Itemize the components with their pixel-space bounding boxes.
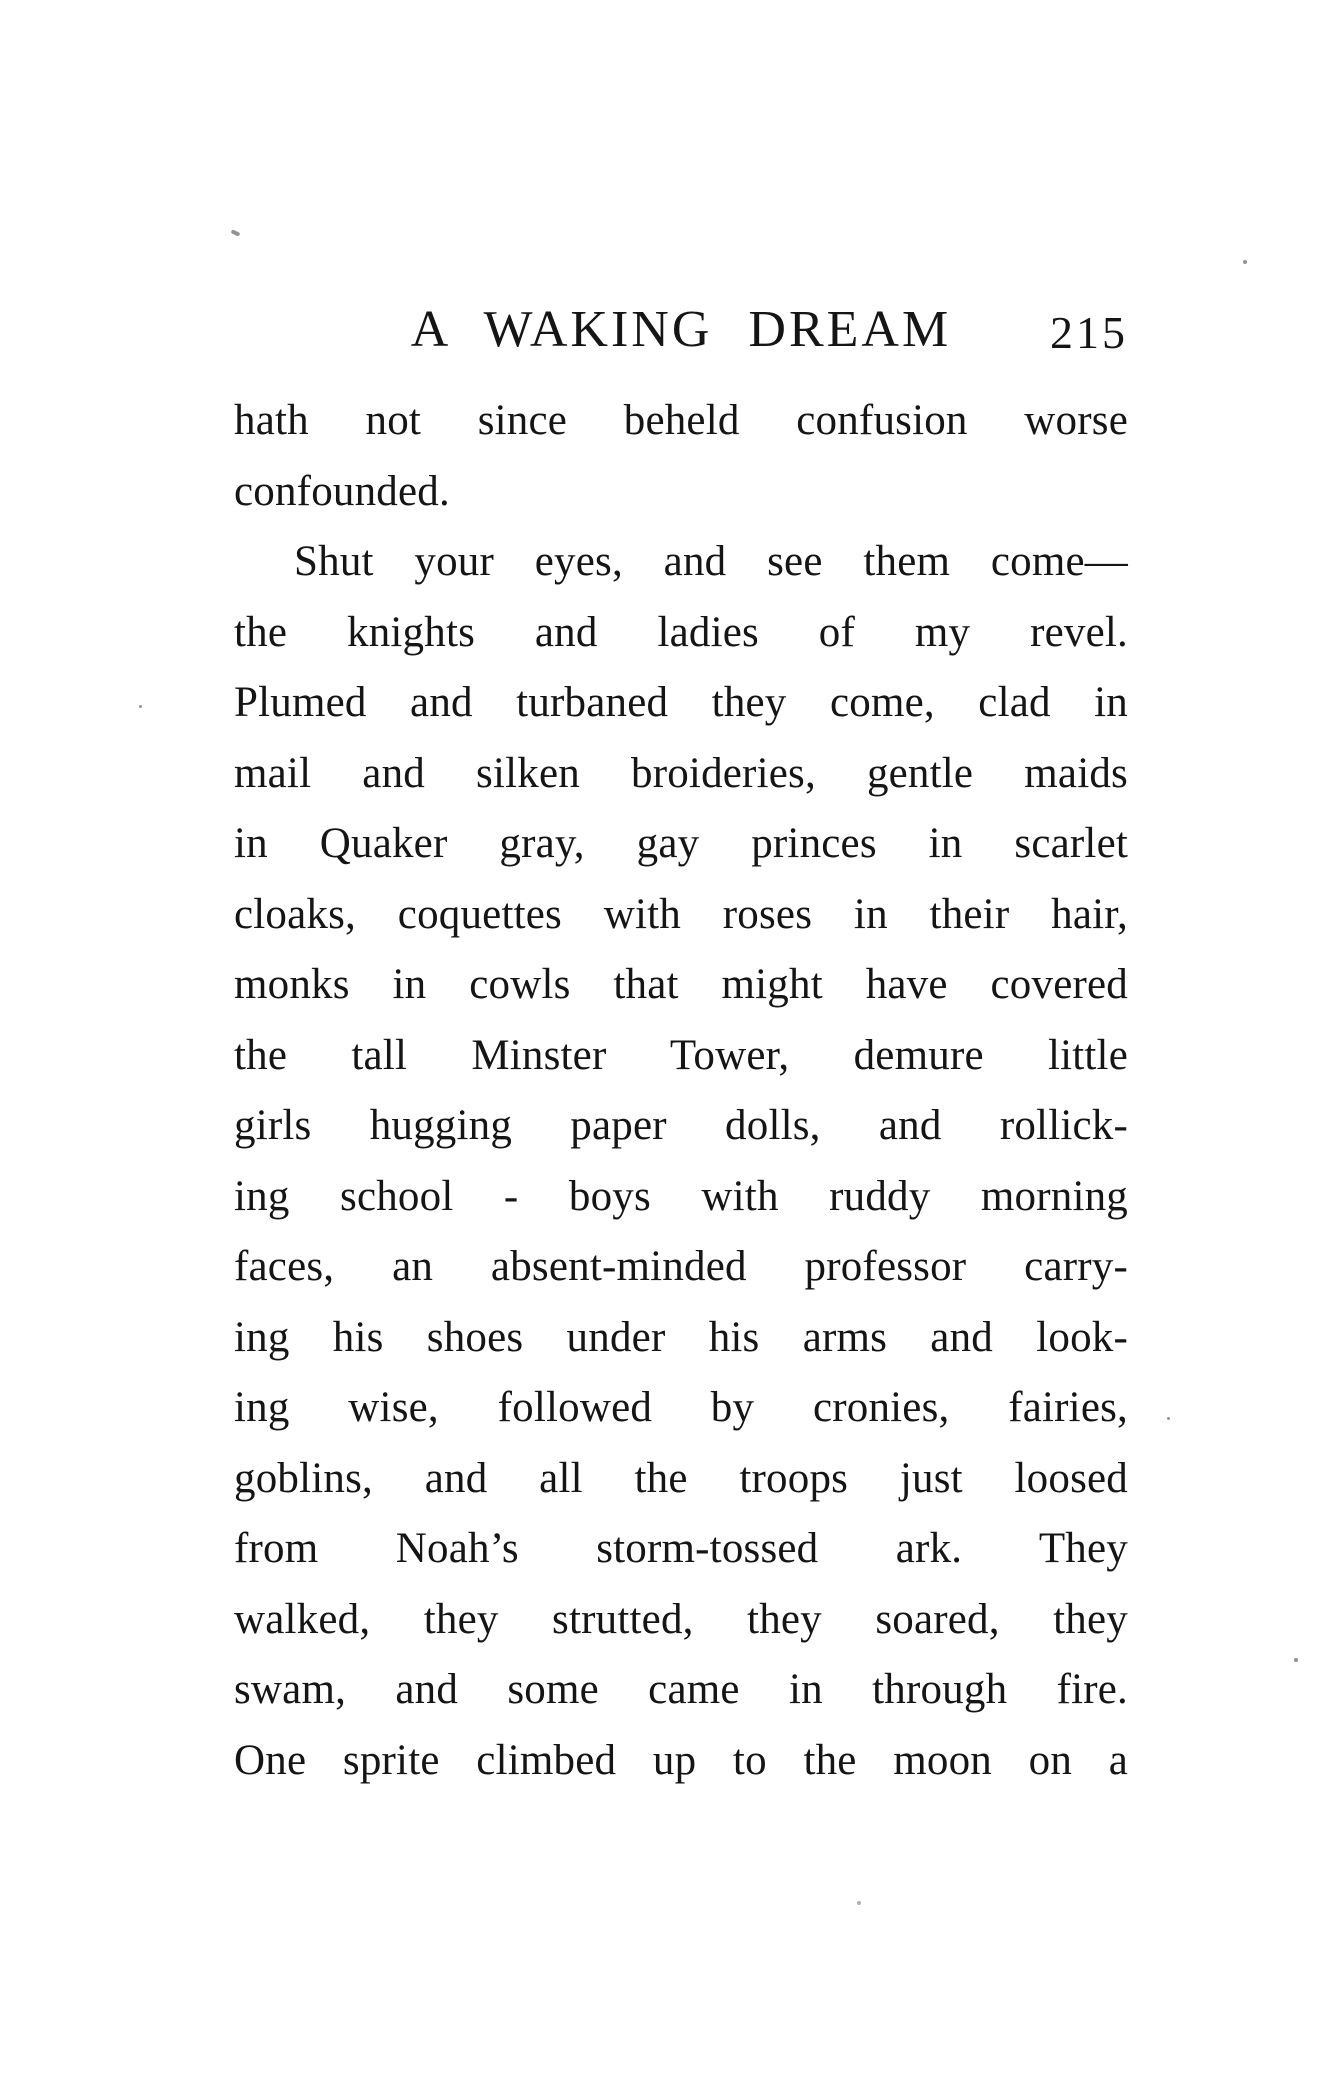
scan-speckle [1167,1417,1170,1420]
text-line: hath not since beheld confusion worse [234,397,1128,444]
text-line: Plumed and turbaned they come, clad in [234,679,1128,726]
text-line: the knights and ladies of my revel. [234,608,1128,656]
text-line: ing wise, followed by cronies, fairies, [234,1384,1128,1431]
text-line: mail and silken broideries, gentle maids [234,749,1128,797]
text-line: girls hugging paper dolls, and rollick- [234,1102,1128,1149]
body-text [234,386,1128,1796]
page-number: 215 [1050,307,1128,358]
chapter-title: A WAKING DREAM [410,301,952,358]
scan-speckle [1243,260,1247,264]
text-line: goblins, and all the troops just loosed [234,1454,1128,1502]
text-line: ing his shoes under his arms and look- [234,1313,1128,1361]
text-line: ing school - boys with ruddy morning [234,1172,1128,1220]
scan-speckle [139,705,142,708]
text-line: confounded. [234,467,450,515]
scan-speckle [1294,1658,1298,1662]
scan-speckle [857,1901,861,1905]
text-line: swam, and some came in through fire. [234,1666,1128,1713]
scan-speckle [231,229,241,236]
running-header [234,299,1128,361]
text-line: the tall Minster Tower, demure little [234,1031,1128,1079]
text-line: monks in cowls that might have covered [234,961,1128,1008]
text-line: Shut your eyes, and see them come— [294,538,1128,585]
text-line: in Quaker gray, gay princes in scarlet [234,820,1128,867]
text-line: One sprite climbed up to the moon on a [234,1736,1128,1784]
text-line: walked, they strutted, they soared, they [234,1595,1128,1643]
text-line: cloaks, coquettes with roses in their hair, [234,890,1128,938]
text-line: from Noah’s storm-tossed ark. They [234,1525,1128,1572]
text-line: faces, an absent-minded professor carry- [234,1243,1128,1290]
